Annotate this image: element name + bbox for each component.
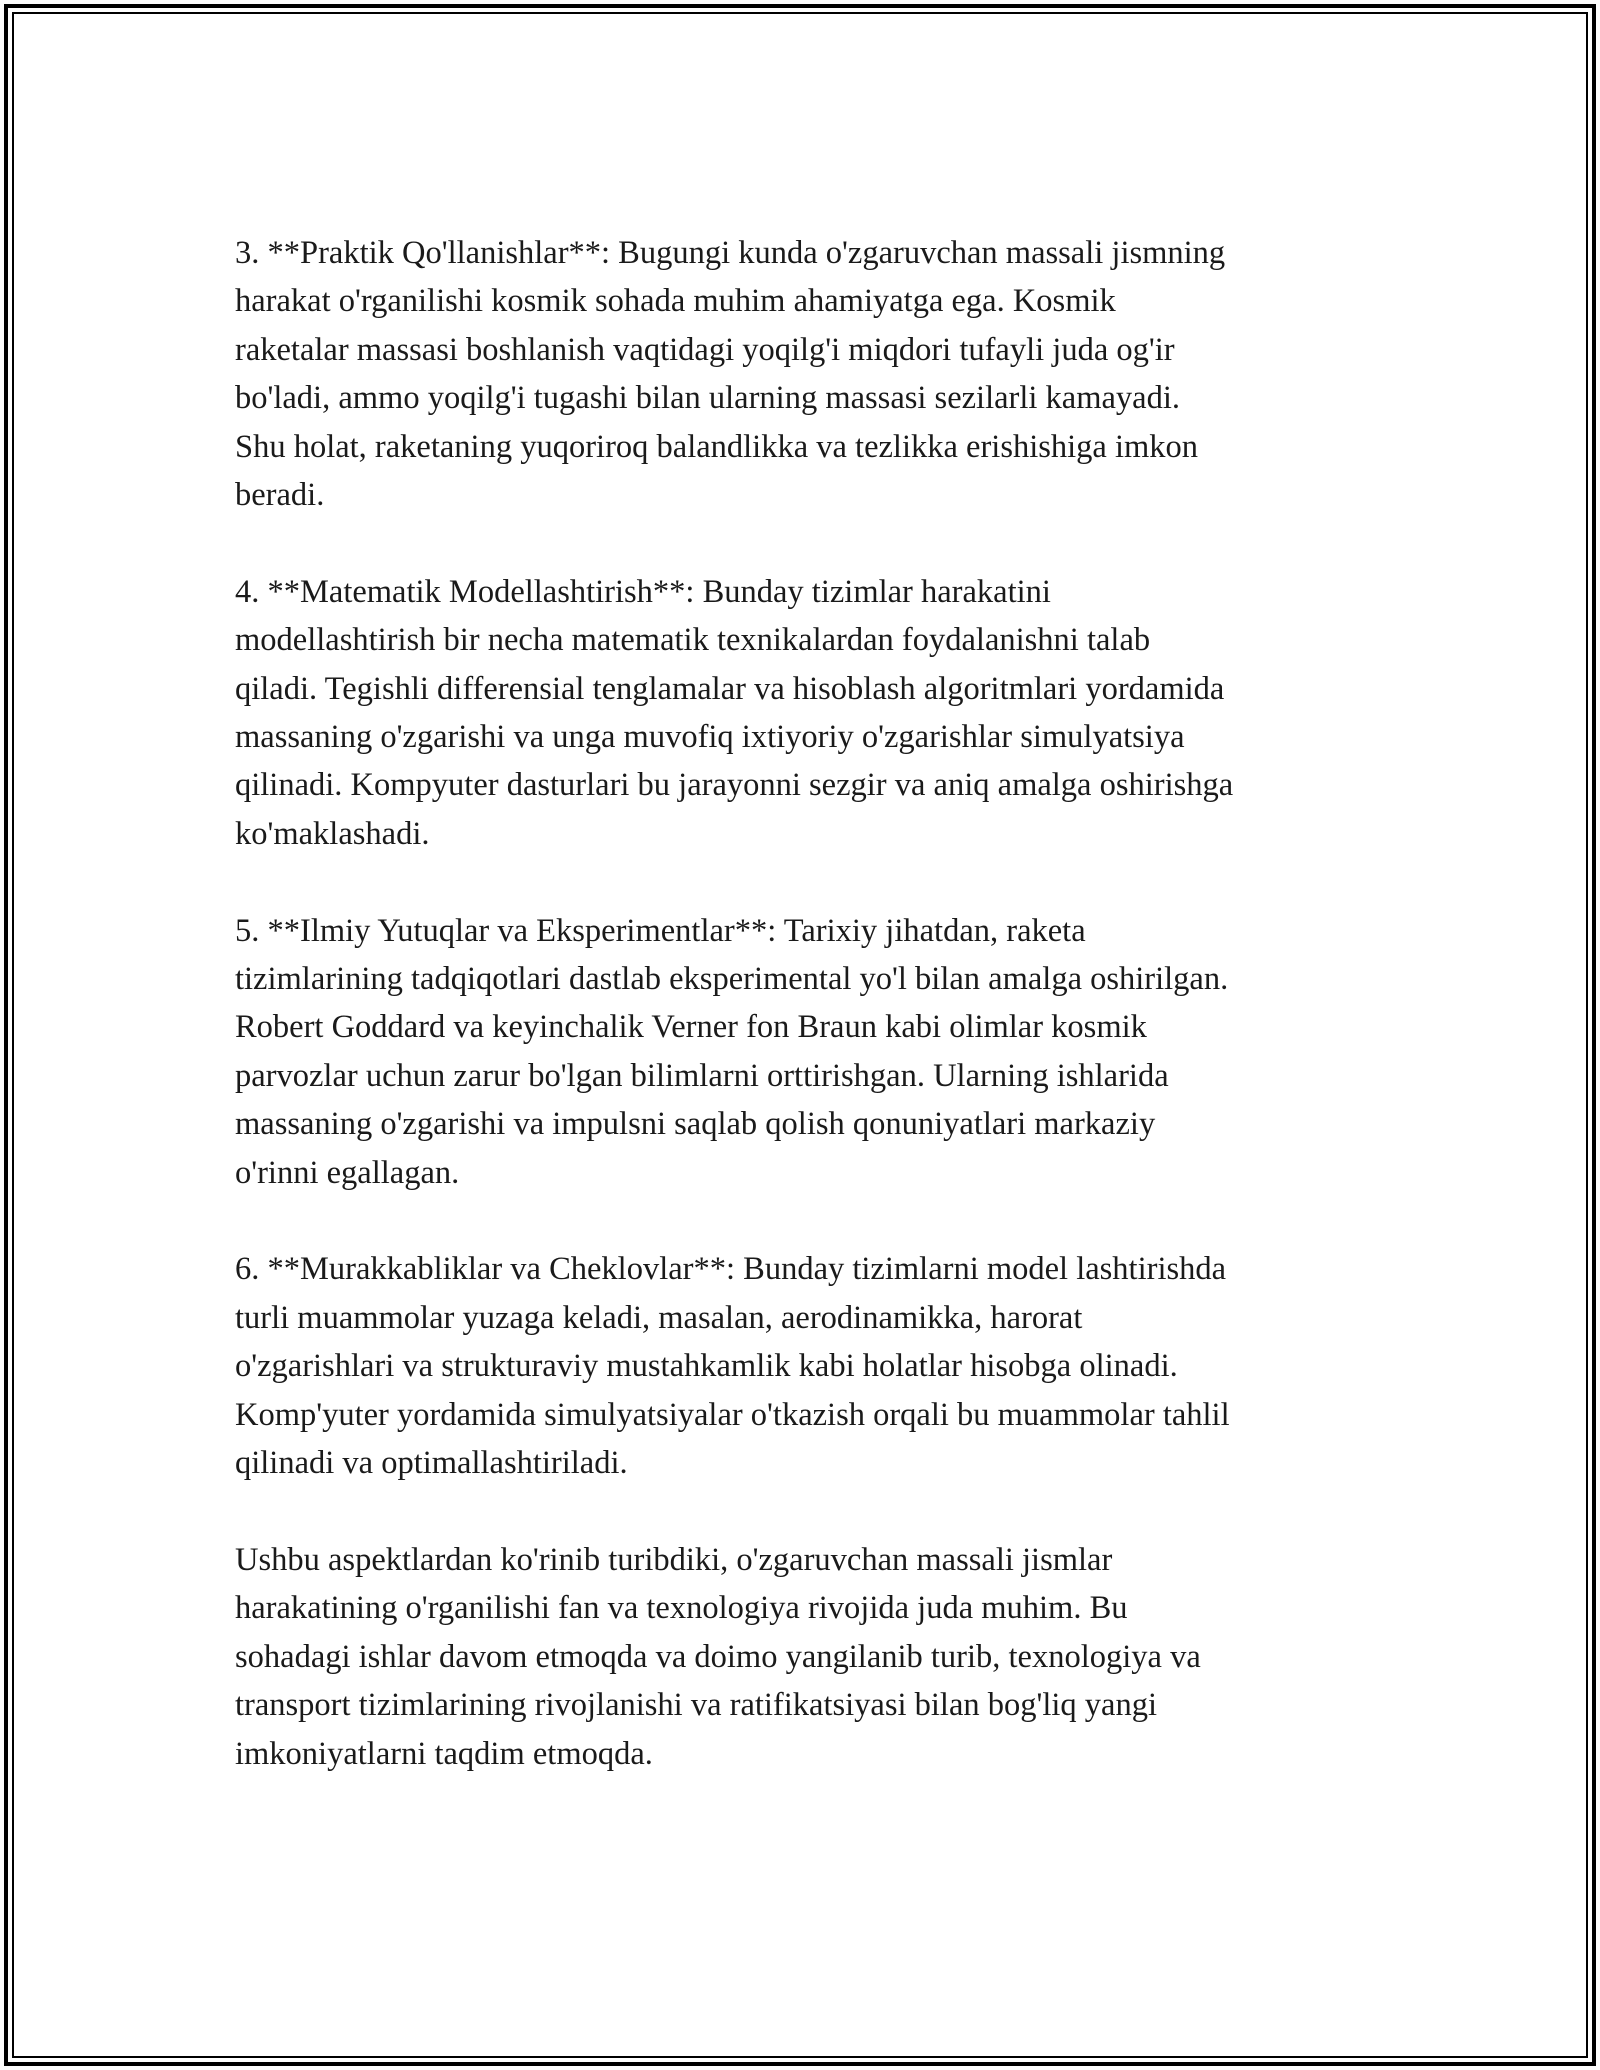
document-body: [235, 229, 1375, 1778]
paragraph-conclusion: Ushbu aspektlardan ko'rinib turibdiki, o'zgaruvchan massali jismlar harakatining o'rganilishi fan va texnologiya rivojida juda muhim. Bu sohadagi ishlar davom etmoqda va doimo yangilanib turib, texnologiya va transport tizimlarining rivojlanishi va ratifikatsiyasi bilan bog'liq yangi imkoniyatlarni taqdim etmoqda.: [235, 1541, 1201, 1772]
paragraph-complexities-limitations: 6. **Murakkabliklar va Cheklovlar**: Bunday tizimlarni model lashtirishda turli muammolar yuzaga keladi, masalan, aerodinamikka, harorat o'zgarishlari va strukturaviy mustahkamlik kabi holatlar hisobga olinadi. Komp'yuter yordamida simulyatsiyalar o'tkazish orqali bu muammolar tahlil qilinadi va optimallashtiriladi.: [235, 1251, 1230, 1482]
paragraph-scientific-achievements: 5. **Ilmiy Yutuqlar va Eksperimentlar**: Tarixiy jihatdan, raketa tizimlarining tadqiqotlari dastlab eksperimental yo'l bilan amalga oshirilgan. Robert Goddard va keyinchalik Verner fon Braun kabi olimlar kosmik parvozlar uchun zarur bo'lgan bilimlarni orttirishgan. Ularning ishlarida massaning o'zgarishi va impulsni saqlab qolish qonuniyatlari markaziy o'rinni egallagan.: [235, 912, 1229, 1191]
paragraph-mathematical-modeling: 4. **Matematik Modellashtirish**: Bunday tizimlar harakatini modellashtirish bir necha matematik texnikalardan foydalanishni talab qiladi. Tegishli differensial tenglamalar va hisoblash algoritmlari yordamida massaning o'zgarishi va unga muvofiq ixtiyoriy o'zgarishlar simulyatsiya qilinadi. Kompyuter dasturlari bu jarayonni sezgir va aniq amalga oshirishga ko'maklashadi.: [235, 573, 1234, 852]
paragraph-practical-applications: 3. **Praktik Qo'llanishlar**: Bugungi kunda o'zgaruvchan massali jismning harakat o'rganilishi kosmik sohada muhim ahamiyatga ega. Kosmik raketalar massasi boshlanish vaqtidagi yoqilg'i miqdori tufayli juda og'ir bo'ladi, ammo yoqilg'i tugashi bilan ularning massasi sezilarli kamayadi. Shu holat, raketaning yuqoriroq balandlikka va tezlikka erishishiga imkon beradi.: [235, 235, 1226, 514]
